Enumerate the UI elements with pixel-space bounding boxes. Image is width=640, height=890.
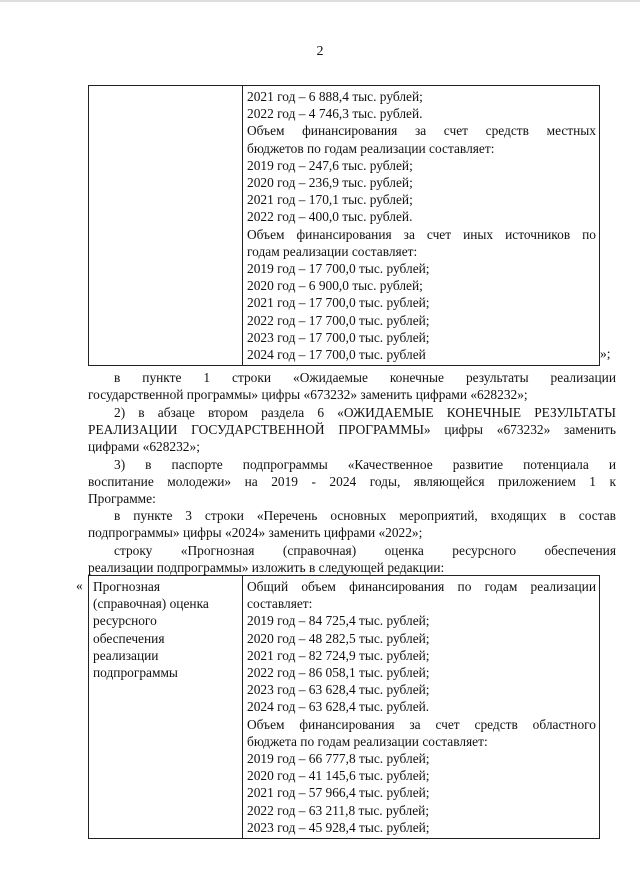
row-title-line: обеспечения <box>93 630 165 646</box>
total-financing-header: Общий объем финансирования по годам реализации <box>247 579 596 594</box>
paragraph-2 <box>88 404 616 456</box>
table1-right-cell <box>243 86 600 366</box>
row-title-line: реализации <box>93 647 159 663</box>
other-sources-line: 2024 год – 17 700,0 тыс. рублей <box>247 347 426 363</box>
local-budget-line: 2021 год – 170,1 тыс. рублей; <box>247 192 413 208</box>
total-financing-line: 2020 год – 48 282,5 тыс. рублей; <box>247 630 430 646</box>
row-title-line: Прогнозная <box>93 579 160 594</box>
regional-budget-line: 2023 год – 45 928,4 тыс. рублей; <box>247 819 430 835</box>
regional-budget-line: 2020 год – 41 145,6 тыс. рублей; <box>247 768 430 784</box>
subprogram-resources-table <box>88 575 600 839</box>
table1-line: 2021 год – 6 888,4 тыс. рублей; <box>247 89 423 104</box>
total-financing-line: 2019 год – 84 725,4 тыс. рублей; <box>247 613 430 629</box>
table2-left-cell <box>89 576 243 839</box>
paragraph-line: строку «Прогнозная (справочная) оценка ресурсного обеспечения <box>114 543 616 558</box>
table1-line: 2022 год – 4 746,3 тыс. рублей. <box>247 106 423 122</box>
regional-budget-header: Объем финансирования за счет средств областного <box>247 716 596 732</box>
paragraph-line: Программе: <box>88 491 156 507</box>
paragraph-line: государственной программы» цифры «673232» заменить цифрами «628232»; <box>88 387 528 403</box>
other-sources-line: 2021 год – 17 700,0 тыс. рублей; <box>247 295 430 311</box>
other-sources-line: 2022 год – 17 700,0 тыс. рублей; <box>247 312 430 328</box>
total-financing-line: 2021 год – 82 724,9 тыс. рублей; <box>247 647 430 663</box>
paragraph-line: цифрами «628232»; <box>88 439 200 455</box>
page-number: 2 <box>316 44 324 59</box>
opening-quote: « <box>76 578 83 593</box>
paragraph-line: в пункте 3 строки «Перечень основных мероприятий, входящих в состав <box>114 508 616 523</box>
regional-budget-header: бюджета по годам реализации составляет: <box>247 733 488 749</box>
paragraph-line: подпрограммы» цифры «2024» заменить цифрами «2022»; <box>88 525 423 541</box>
paragraph-line: реализации подпрограммы» изложить в следующей редакции: <box>88 560 445 576</box>
regional-budget-line: 2022 год – 63 211,8 тыс. рублей; <box>247 802 430 818</box>
row-title-line: (справочная) оценка <box>93 596 209 612</box>
total-financing-header: составляет: <box>247 596 313 612</box>
table2-right-cell <box>243 576 600 839</box>
other-sources-header: годам реализации составляет: <box>247 243 418 259</box>
local-budget-line: 2022 год – 400,0 тыс. рублей. <box>247 209 413 225</box>
paragraph-5 <box>88 542 616 576</box>
row-title-line: подпрограммы <box>93 665 178 681</box>
other-sources-line: 2023 год – 17 700,0 тыс. рублей; <box>247 329 430 345</box>
page-top-edge <box>0 0 640 2</box>
local-budget-header: бюджетов по годам реализации составляет: <box>247 140 495 156</box>
paragraph-line: 2) в абзаце втором раздела 6 «ОЖИДАЕМЫЕ КОНЕЧНЫЕ РЕЗУЛЬТАТЫ <box>114 405 616 420</box>
other-sources-line: 2019 год – 17 700,0 тыс. рублей; <box>247 261 430 277</box>
financing-table-continued <box>88 85 600 366</box>
paragraph-line: 3) в паспорте подпрограммы «Качественное развитие потенциала и <box>114 457 616 472</box>
regional-budget-line: 2019 год – 66 777,8 тыс. рублей; <box>247 751 430 767</box>
regional-budget-line: 2021 год – 57 966,4 тыс. рублей; <box>247 785 430 801</box>
paragraph-line: в пункте 1 строки «Ожидаемые конечные результаты реализации <box>114 370 616 385</box>
row-title-line: ресурсного <box>93 613 157 629</box>
local-budget-line: 2019 год – 247,6 тыс. рублей; <box>247 157 413 173</box>
table1-left-cell <box>89 86 243 366</box>
paragraph-1 <box>88 369 616 403</box>
paragraph-3 <box>88 456 616 508</box>
paragraph-4 <box>88 507 616 541</box>
paragraph-line: РЕАЛИЗАЦИИ ГОСУДАРСТВЕННОЙ ПРОГРАММЫ» цифры «673232» заменить <box>88 422 616 438</box>
total-financing-line: 2024 год – 63 628,4 тыс. рублей. <box>247 699 430 715</box>
total-financing-line: 2022 год – 86 058,1 тыс. рублей; <box>247 665 430 681</box>
paragraph-line: воспитание молодежи» на 2019 - 2024 годы, являющейся приложением 1 к <box>88 474 616 490</box>
local-budget-line: 2020 год – 236,9 тыс. рублей; <box>247 175 413 191</box>
closing-quote: »; <box>600 346 611 361</box>
total-financing-line: 2023 год – 63 628,4 тыс. рублей; <box>247 682 430 698</box>
other-sources-line: 2020 год – 6 900,0 тыс. рублей; <box>247 278 423 294</box>
other-sources-header: Объем финансирования за счет иных источников по <box>247 226 596 242</box>
local-budget-header: Объем финансирования за счет средств местных <box>247 123 596 139</box>
